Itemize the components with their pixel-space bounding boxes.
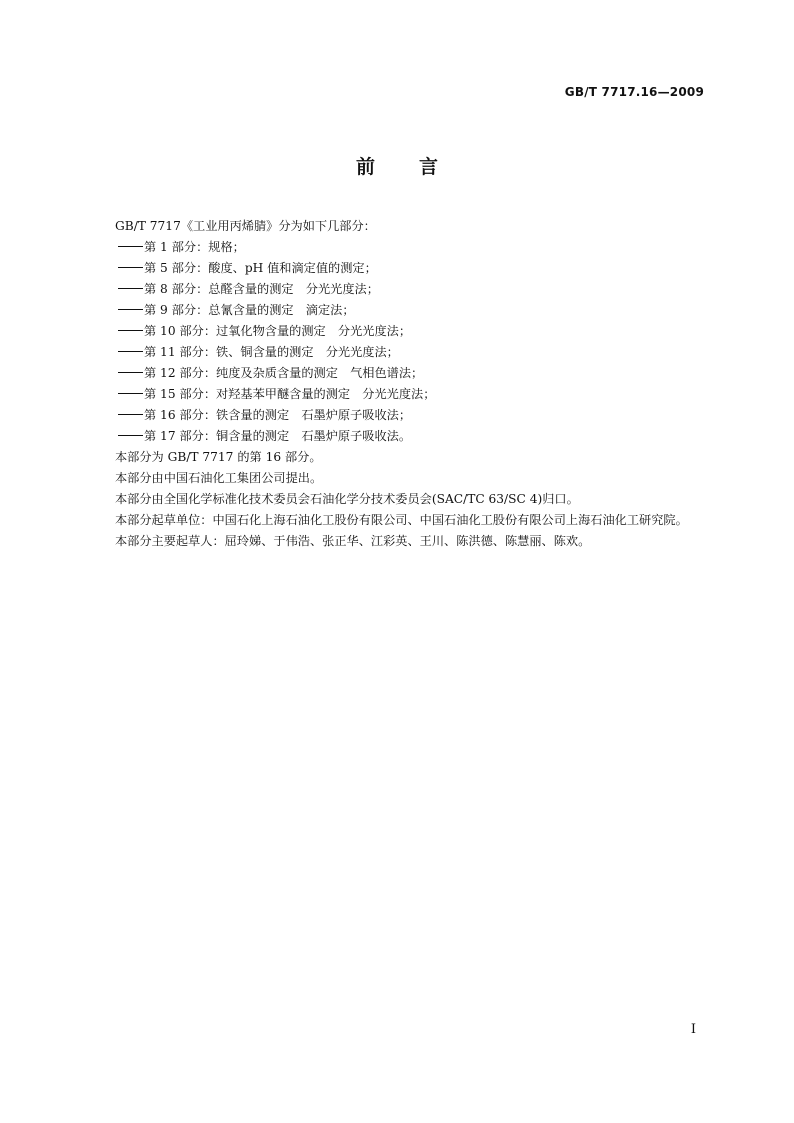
standard-number: GB/T 7717.16—2009 [564,85,704,99]
part-text: 第 11 部分：铁、铜含量的测定 分光光度法； [144,345,399,359]
dash-icon [118,372,143,373]
part-text: 第 1 部分：规格； [144,240,245,254]
part-list-item [90,258,706,279]
part-list-item [90,237,706,258]
dash-icon [118,288,143,289]
part-text: 第 8 部分：总醛含量的测定 分光光度法； [144,282,379,296]
intro-paragraph: GB/T 7717《工业用丙烯腈》分为如下几部分： [115,219,376,233]
dash-icon [118,351,143,352]
part-text: 第 16 部分：铁含量的测定 石墨炉原子吸收法； [144,408,412,422]
part-text: 第 5 部分：酸度、pH 值和滴定值的测定； [144,261,377,275]
part-list-item [90,405,706,426]
dash-icon [118,246,143,247]
dash-icon [118,330,143,331]
part-list-item [90,426,706,447]
drafting-organizations-paragraph: 本部分起草单位：中国石化上海石油化工股份有限公司、中国石油化工股份有限公司上海石油化工研究院。 [115,513,688,527]
part-text: 第 9 部分：总氰含量的测定 滴定法； [144,303,355,317]
foreword-body [90,216,706,552]
part-text: 第 17 部分：铜含量的测定 石墨炉原子吸收法。 [144,429,412,443]
part-text: 第 10 部分：过氧化物含量的测定 分光光度法； [144,324,412,338]
dash-icon [118,414,143,415]
part-list-item [90,300,706,321]
page-title: 前言 [355,156,482,178]
page-number: I [690,1022,696,1037]
committee-paragraph: 本部分由全国化学标准化技术委员会石油化学分技术委员会(SAC/TC 63/SC 4)归口。 [115,492,579,506]
dash-icon [118,393,143,394]
dash-icon [118,435,143,436]
part-list-item [90,363,706,384]
drafters-paragraph: 本部分主要起草人：屈玲娣、于伟浩、张正华、江彩英、王川、陈洪德、陈慧丽、陈欢。 [115,534,591,548]
part-number-paragraph: 本部分为 GB/T 7717 的第 16 部分。 [115,450,322,464]
dash-icon [118,309,143,310]
part-list-item [90,342,706,363]
part-list-item [90,321,706,342]
dash-icon [118,267,143,268]
part-list-item [90,279,706,300]
part-text: 第 12 部分：纯度及杂质含量的测定 气相色谱法； [144,366,424,380]
proposer-paragraph: 本部分由中国石油化工集团公司提出。 [115,471,323,485]
part-list-item [90,384,706,405]
part-text: 第 15 部分：对羟基苯甲醚含量的测定 分光光度法； [144,387,436,401]
